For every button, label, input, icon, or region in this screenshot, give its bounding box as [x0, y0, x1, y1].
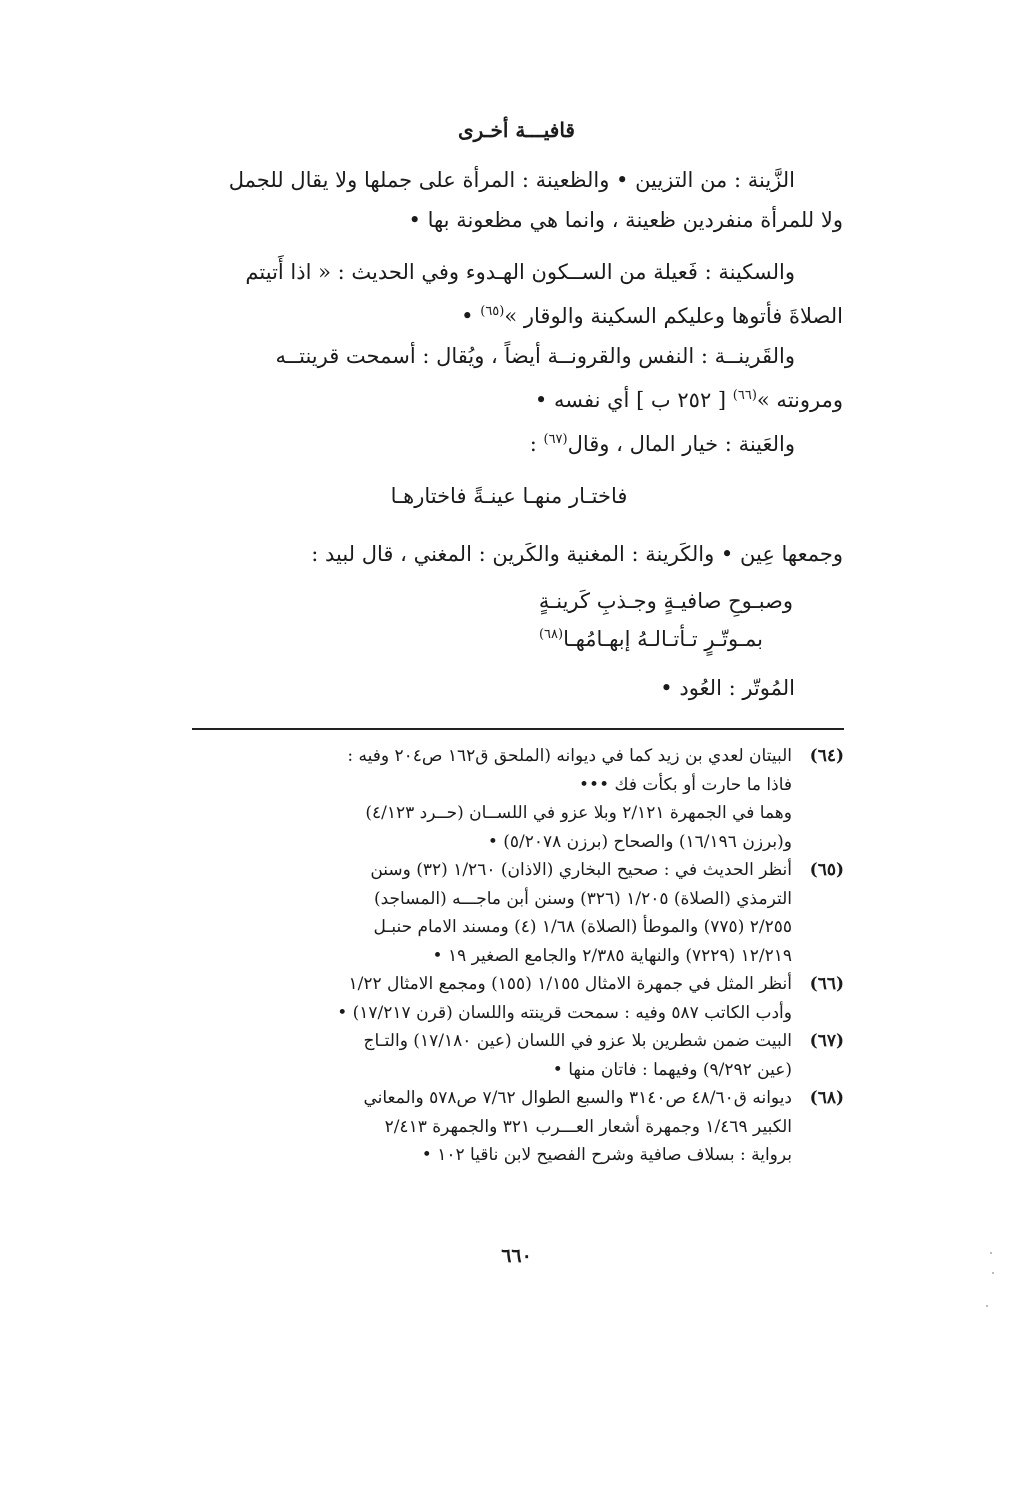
- footnote-number: (٦٨): [809, 1088, 844, 1108]
- footnote-line: أنظر المثل في جمهرة الامثال ١/١٥٥ (١٥٥) ومجمع الامثال ١/٢٢: [348, 974, 792, 994]
- footnote-number: (٦٧): [809, 1031, 844, 1051]
- footnote-line: البيتان لعدي بن زيد كما في ديوانه (الملحق ق١٦٢ ص٢٠٤ وفيه :: [347, 746, 792, 766]
- verse-block: [175, 584, 843, 656]
- footnote-number: (٦٤): [809, 746, 844, 766]
- text-segment: :: [529, 432, 544, 456]
- footnotes: [190, 742, 844, 1170]
- footnote-line: ١٢/٢١٩ (٧٢٢٩) والنهاية ٢/٣٨٥ والجامع الصغير ١٩ •: [432, 945, 792, 966]
- footnote-ref: (٦٧): [543, 432, 568, 447]
- footnote-line: البيت ضمن شطرين بلا عزو في اللسان (عين ١٧/١٨٠) والتـاج: [363, 1031, 792, 1051]
- section-heading: قافيـــة أخـرى: [458, 118, 575, 142]
- scan-speck: [990, 1252, 992, 1254]
- text-line: الزَّينة : من التزيين • والظعينة : المرأة على جملها ولا يقال للجمل: [228, 168, 795, 192]
- footnote: [190, 1084, 844, 1170]
- text-line: [175, 292, 843, 336]
- text-segment: ومرونته »: [756, 388, 843, 412]
- footnote-line: الكبير ١/٤٦٩ وجمهرة أشعار العـــرب ٣٢١ والجمهرة ٢/٤١٣: [384, 1116, 792, 1137]
- footnote-number: (٦٥): [809, 860, 844, 880]
- verse-line: فاختـار منهـا عينـةً فاختارهـا: [390, 484, 628, 508]
- footnote-line: ديوانه ق٤٨/٦٠ ص٣١٤٠ والسبع الطوال ٧/٦٢ ص٥٧٨ والمعاني: [363, 1088, 792, 1108]
- footnote-line: برواية : بسلاف صافية وشرح الفصيح لابن ناقيا ١٠٢ •: [421, 1145, 792, 1165]
- footnote-line: وأدب الكاتب ٥٨٧ وفيه : سمحت قرينته واللسان (قرن ١٧/٢١٧) •: [337, 1002, 792, 1023]
- text-line: وجمعها عِين • والكَرينة : المغنية والكَرين : المغني ، قال لبيد :: [311, 542, 843, 566]
- footnote-body: [190, 970, 792, 1027]
- footnote-ref: (٦٨): [538, 627, 564, 642]
- footnote-line: و(برزن ١٦/١٩٦) والصحاح (برزن ٥/٢٠٧٨) •: [487, 831, 792, 852]
- footnote: [190, 856, 844, 970]
- footnote: [190, 1027, 844, 1084]
- text-segment: بمـوتّـرٍ تـأتـالـهُ إبهـامُهـا: [563, 627, 763, 651]
- text-line: والقَرينــة : النفس والقرونــة أيضاً ، ويُقال : أسمحت قرينتــه: [275, 344, 795, 368]
- footnote-line: وهما في الجمهرة ٢/١٢١ وبلا عزو في اللســان (حــرد ٤/١٢٣): [365, 803, 792, 823]
- verse-line: [175, 618, 793, 656]
- footnote-line: أنظر الحديث في : صحيح البخاري (الاذان) ١/٢٦٠ (٣٢) وسنن: [370, 860, 792, 880]
- footnote-line: (عين ٩/٢٩٢) وفيهما : فاتان منها •: [552, 1059, 792, 1080]
- footnote-line: فاذا ما حارت أو بكأت فك •••: [579, 774, 792, 795]
- footnote-body: [190, 1084, 792, 1170]
- text-line: المُوتّر : العُود •: [660, 676, 795, 700]
- footnote-line: الترمذي (الصلاة) ١/٢٠٥ (٣٢٦) وسنن أبن ماجـــه (المساجد): [373, 888, 792, 909]
- footnote-body: [190, 1027, 792, 1084]
- footnote: [190, 970, 844, 1027]
- page-number: ٦٦٠: [501, 1245, 532, 1267]
- footnote-ref: (٦٦): [732, 388, 757, 403]
- text-segment: [ ٢٥٢ ب ] أي نفسه •: [534, 388, 733, 412]
- text-segment: والعَينة : خيار المال ، وقال: [567, 432, 795, 456]
- main-text: [175, 160, 843, 708]
- text-line: [175, 376, 843, 420]
- footnote: [190, 742, 844, 856]
- footnote-number: (٦٦): [809, 974, 844, 994]
- scan-speck: [986, 1305, 988, 1307]
- text-line: ولا للمرأة منفردين ظعينة ، وانما هي مظعونة بها •: [408, 208, 843, 232]
- scan-speck: [992, 1272, 994, 1274]
- footnote-body: [190, 856, 792, 970]
- footnote-line: ٢/٢٥٥ (٧٧٥) والموطأ (الصلاة) ١/٦٨ (٤) ومسند الامام حنبـل: [373, 917, 792, 937]
- footnote-ref: (٦٥): [480, 304, 505, 319]
- text-line: [175, 420, 843, 464]
- text-segment: الصلاةَ فأتوها وعليكم السكينة والوقار »: [504, 304, 843, 328]
- footnote-divider: [192, 728, 844, 730]
- text-segment: •: [461, 304, 481, 328]
- footnote-body: [190, 742, 792, 856]
- text-line: والسكينة : فَعيلة من الســكون الهـدوء وفي الحديث : « اذا أَتيتم: [245, 260, 795, 284]
- verse-line: وصبـوحِ صافيـةٍ وجـذبِ كَرينـةٍ: [538, 589, 793, 613]
